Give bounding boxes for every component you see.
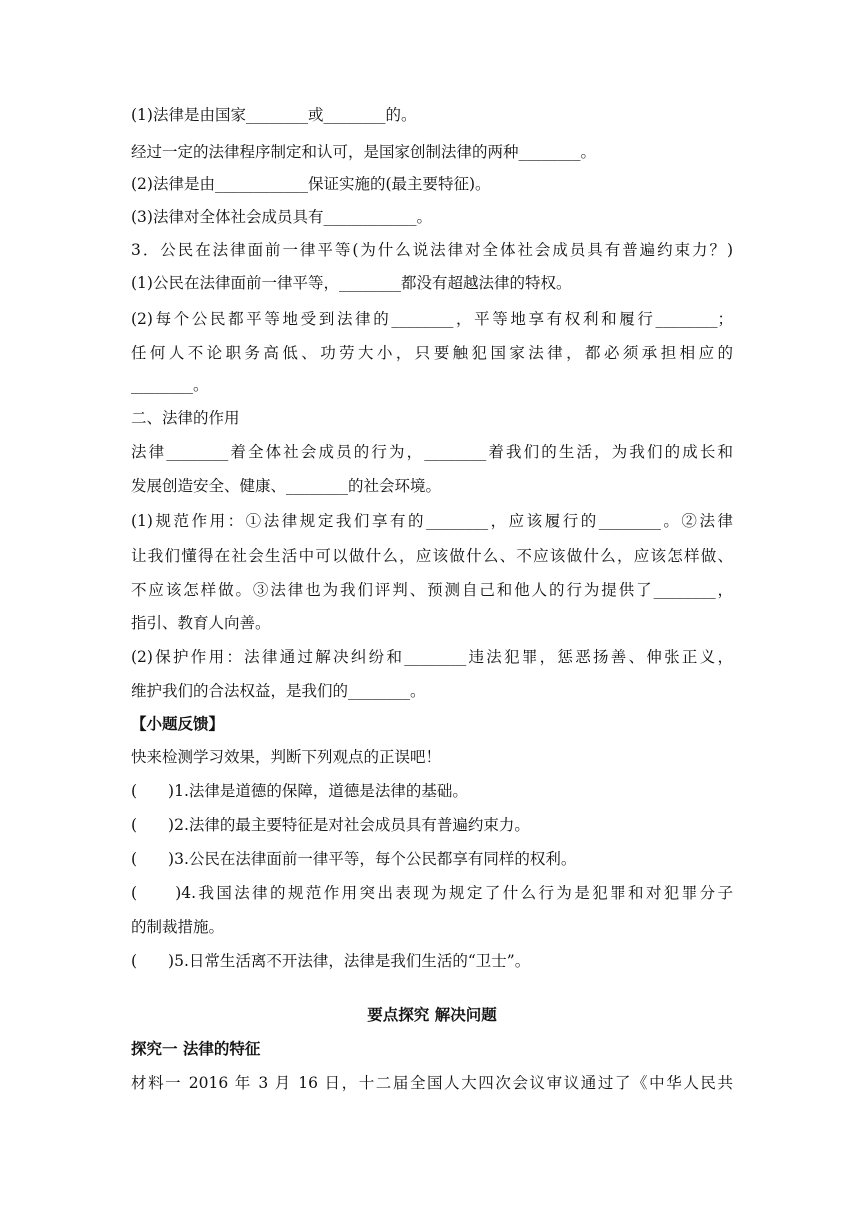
text-line: 法律________着全体社会成员的行为，________着我们的生活，为我们的成长和: [131, 443, 733, 461]
text-line: 指引、教育人向善。: [131, 614, 271, 632]
text-line: 维护我们的合法权益，是我们的________。: [131, 682, 426, 700]
text-line: (1)法律是由国家________或________的。: [131, 106, 417, 124]
text-line: (1)规范作用：①法律规定我们享有的________，应该履行的________。②法律: [131, 512, 733, 530]
text-line: (2)法律是由____________保证实施的(最主要特征)。: [131, 175, 491, 193]
text-line: ________。: [131, 376, 209, 394]
quiz-item: ( )3.公民在法律面前一律平等，每个公民都享有同样的权利。: [131, 850, 577, 868]
section-title: 要点探究 解决问题: [367, 1006, 497, 1024]
feedback-heading: 【小题反馈】: [131, 715, 225, 733]
text-line: (1)公民在法律面前一律平等，________都没有超越法律的特权。: [131, 274, 572, 292]
text-line: 不应该怎样做。③法律也为我们评判、预测自己和他人的行为提供了________，: [131, 581, 733, 599]
quiz-item: ( )2.法律的最主要特征是对社会成员具有普遍约束力。: [131, 816, 530, 834]
material-text: 材料一 2016 年 3 月 16 日，十二届全国人大四次会议审议通过了《中华人民共: [131, 1074, 733, 1092]
quiz-item: ( )1.法律是道德的保障，道德是法律的基础。: [131, 782, 468, 800]
inquiry-heading: 探究一 法律的特征: [131, 1040, 261, 1058]
text-line: 任何人不论职务高低、功劳大小，只要触犯国家法律，都必须承担相应的: [131, 344, 733, 362]
section-heading: 二、法律的作用: [131, 409, 240, 427]
text-line: 让我们懂得在社会生活中可以做什么，应该做什么、不应该做什么，应该怎样做、: [131, 547, 733, 565]
quiz-item-continued: 的制裁措施。: [131, 918, 225, 936]
text-line: (2)保护作用：法律通过解决纠纷和________违法犯罪，惩恶扬善、伸张正义，: [131, 648, 733, 666]
text-line: 经过一定的法律程序制定和认可，是国家创制法律的两种________。: [131, 143, 597, 161]
quiz-item: ( )5.日常生活离不开法律，法律是我们生活的“卫士”。: [131, 952, 531, 970]
text-line: (3)法律对全体社会成员具有____________。: [131, 208, 432, 226]
question-heading: 3．公民在法律面前一律平等(为什么说法律对全体社会成员具有普遍约束力？): [131, 241, 733, 259]
text-line: (2)每个公民都平等地受到法律的________，平等地享有权利和履行________；: [131, 310, 733, 328]
text-line: 发展创造安全、健康、________的社会环境。: [131, 477, 442, 495]
quiz-item: ( )4.我国法律的规范作用突出表现为规定了什么行为是犯罪和对犯罪分子: [131, 884, 733, 902]
text-line: 快来检测学习效果，判断下列观点的正误吧！: [131, 748, 442, 766]
